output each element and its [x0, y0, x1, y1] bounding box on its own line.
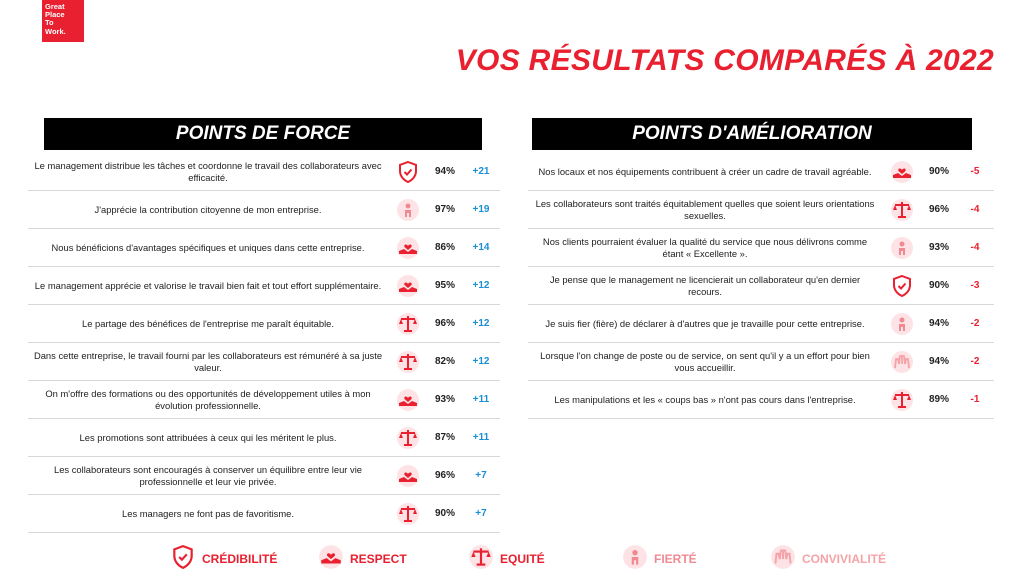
improvements-header: POINTS D'AMÉLIORATION	[532, 118, 972, 150]
scales-icon	[396, 312, 420, 336]
score-percent: 94%	[434, 166, 455, 177]
left-row	[28, 153, 500, 191]
person-badge-icon	[890, 236, 914, 260]
scales-icon	[396, 350, 420, 374]
heart-hands-icon	[396, 464, 420, 488]
legend-item	[622, 544, 697, 573]
statement-text: Nous bénéficions d'avantages spécifiques et uniques dans cette entreprise.	[51, 241, 365, 253]
strengths-panel	[28, 118, 500, 533]
left-row	[28, 457, 500, 495]
score-delta: +21	[472, 166, 490, 177]
scales-icon	[890, 388, 914, 412]
left-row	[28, 495, 500, 533]
score-percent: 93%	[928, 242, 949, 253]
score-delta: +12	[472, 280, 490, 291]
scales-icon	[890, 198, 914, 222]
score-percent: 94%	[928, 356, 949, 367]
right-row	[528, 229, 994, 267]
left-row	[28, 305, 500, 343]
page-title: VOS RÉSULTATS COMPARÉS À 2022	[455, 44, 994, 77]
logo-line: Great	[45, 2, 65, 11]
great-place-to-work-logo	[42, 0, 84, 42]
score-percent: 82%	[434, 356, 455, 367]
shield-icon	[170, 544, 196, 573]
score-delta: +12	[472, 356, 490, 367]
statement-text: Le management distribue les tâches et coordonne le travail des collaborateurs avec efficacité.	[34, 160, 382, 183]
score-percent: 96%	[434, 318, 455, 329]
legend-label: EQUITÉ	[500, 551, 545, 566]
statement-text: On m'offre des formations ou des opportunités de développement utiles à mon évolution professionnelle.	[45, 388, 371, 411]
improvements-panel	[528, 118, 994, 419]
strengths-list	[28, 153, 500, 533]
left-row	[28, 343, 500, 381]
score-percent: 89%	[928, 394, 949, 405]
strengths-header: POINTS DE FORCE	[44, 118, 482, 150]
right-row	[528, 343, 994, 381]
left-row	[28, 191, 500, 229]
heart-hands-icon	[318, 544, 344, 573]
score-delta: +19	[472, 204, 490, 215]
right-row	[528, 305, 994, 343]
logo-line: Work.	[45, 26, 66, 36]
statement-text: Les promotions sont attribuées à ceux qui les méritent le plus.	[79, 431, 337, 443]
score-percent: 90%	[434, 508, 455, 519]
statement-text: Les managers ne font pas de favoritisme.	[122, 507, 294, 519]
legend-label: RESPECT	[350, 551, 407, 566]
logo-line: To	[45, 18, 54, 28]
statement-text: Le management apprécie et valorise le travail bien fait et tout effort supplémentaire.	[34, 279, 382, 291]
score-percent: 93%	[434, 394, 455, 405]
scales-icon	[396, 426, 420, 450]
right-row	[528, 267, 994, 305]
legend-item	[468, 544, 545, 573]
right-row	[528, 153, 994, 191]
statement-text: Nos clients pourraient évaluer la qualité du service que nous délivrons comme étant « Excellente ».	[542, 236, 868, 259]
score-delta: +14	[472, 242, 490, 253]
heart-hands-icon	[396, 388, 420, 412]
score-delta: -4	[970, 204, 980, 215]
score-delta: +11	[472, 432, 490, 443]
heart-hands-icon	[890, 160, 914, 184]
statement-text: Les manipulations et les « coups bas » n'ont pas cours dans l'entreprise.	[554, 393, 856, 405]
scales-icon	[396, 502, 420, 526]
shield-icon	[890, 274, 914, 298]
score-percent: 96%	[928, 204, 949, 215]
person-badge-icon	[396, 198, 420, 222]
score-percent: 94%	[928, 318, 949, 329]
logo-line: Place	[45, 10, 65, 20]
score-delta: +12	[472, 318, 490, 329]
score-percent: 97%	[434, 204, 455, 215]
score-delta: -4	[970, 242, 980, 253]
left-row	[28, 381, 500, 419]
improvements-list	[528, 153, 994, 419]
legend-item	[770, 544, 886, 573]
statement-text: Le partage des bénéfices de l'entreprise me paraît équitable.	[82, 317, 334, 329]
score-percent: 96%	[434, 470, 455, 481]
statement-text: Les collaborateurs sont encouragés à conserver un équilibre entre leur vie professionnelle et leur vie privée.	[54, 464, 362, 487]
score-delta: +7	[475, 470, 487, 481]
score-percent: 86%	[434, 242, 455, 253]
score-delta: -2	[970, 356, 980, 367]
heart-hands-icon	[396, 236, 420, 260]
statement-text: Je pense que le management ne licencierait un collaborateur qu'en dernier recours.	[549, 274, 861, 297]
score-percent: 87%	[434, 432, 455, 443]
legend-label: FIERTÉ	[654, 551, 697, 566]
statement-text: J'apprécie la contribution citoyenne de mon entreprise.	[94, 203, 322, 215]
statement-text: Les collaborateurs sont traités équitablement quelles que soient leurs orientations sexuelles.	[535, 198, 875, 221]
dimension-legend	[0, 540, 1024, 574]
score-delta: -2	[970, 318, 980, 329]
score-percent: 90%	[928, 166, 949, 177]
left-row	[28, 229, 500, 267]
score-delta: -1	[970, 394, 980, 405]
statement-text: Lorsque l'on change de poste ou de service, on sent qu'il y a un effort pour bien vous accueillir.	[540, 350, 870, 373]
score-percent: 90%	[928, 280, 949, 291]
heart-hands-icon	[396, 274, 420, 298]
legend-item	[170, 544, 277, 573]
score-delta: -3	[970, 280, 980, 291]
statement-text: Je suis fier (fière) de déclarer à d'autres que je travaille pour cette entreprise.	[545, 317, 865, 329]
legend-item	[318, 544, 407, 573]
legend-label: CRÉDIBILITÉ	[202, 551, 278, 566]
left-row	[28, 419, 500, 457]
statement-text: Nos locaux et nos équipements contribuent à créer un cadre de travail agréable.	[538, 165, 872, 177]
shield-icon	[396, 160, 420, 184]
raised-hands-icon	[770, 544, 796, 573]
right-row	[528, 381, 994, 419]
raised-hands-icon	[890, 350, 914, 374]
legend-label: CONVIVIALITÉ	[802, 551, 887, 566]
right-row	[528, 191, 994, 229]
score-delta: -5	[970, 166, 980, 177]
score-percent: 95%	[434, 280, 455, 291]
score-delta: +7	[475, 508, 487, 519]
person-badge-icon	[622, 544, 648, 573]
statement-text: Dans cette entreprise, le travail fourni par les collaborateurs est rémunéré à sa juste valeur.	[33, 350, 383, 373]
person-badge-icon	[890, 312, 914, 336]
left-row	[28, 267, 500, 305]
scales-icon	[468, 544, 494, 573]
score-delta: +11	[472, 394, 490, 405]
